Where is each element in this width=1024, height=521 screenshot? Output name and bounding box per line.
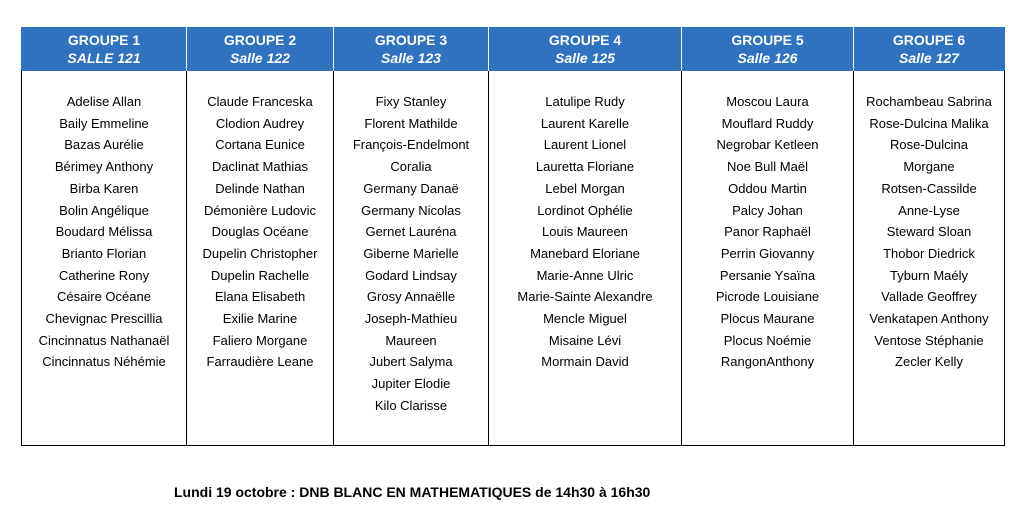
student-name: Panor Raphaël <box>724 224 811 240</box>
student-name: Germany Danaë <box>363 180 459 196</box>
student-name: Birba Karen <box>69 180 139 196</box>
student-name: Kilo Clarisse <box>374 397 448 413</box>
student-name: Moscou Laura <box>726 94 809 109</box>
student-name: Godard Lindsay <box>365 267 457 283</box>
group-5-title: GROUPE 5 <box>731 32 804 48</box>
student-name: RangonAnthony <box>720 354 815 370</box>
group-5-room: Salle 126 <box>737 50 798 66</box>
group-4-header <box>489 27 682 71</box>
student-name: Rose-Dulcina Malika <box>869 115 989 131</box>
student-name: Perrin Giovanny <box>720 245 815 261</box>
student-name: Palcy Johan <box>732 202 803 218</box>
student-name: Jupiter Elodie <box>371 376 451 392</box>
group-2-header <box>187 27 334 71</box>
group-3-room: Salle 123 <box>381 50 441 66</box>
student-name: Misaine Lévi <box>548 332 622 348</box>
student-name: Douglas Océane <box>211 224 309 240</box>
student-name: Rochambeau Sabrina <box>866 94 992 109</box>
student-name: Cincinnatus Nathanaël <box>38 332 170 348</box>
student-name: Bazas Aurélie <box>64 137 144 153</box>
student-name: Florent Mathilde <box>364 115 458 131</box>
student-name: Mormain David <box>541 354 629 370</box>
student-name: Adelise Allan <box>66 94 142 109</box>
student-name: Dupelin Rachelle <box>210 267 310 283</box>
student-name: Morgane <box>903 159 955 175</box>
students-row <box>22 71 1005 446</box>
group-4-room: Salle 125 <box>555 50 615 66</box>
student-name: Picrode Louisiane <box>715 289 820 305</box>
student-name: Noe Bull Maël <box>727 159 808 175</box>
group-2-cell <box>187 71 334 446</box>
student-name: Jubert Salyma <box>369 354 453 370</box>
student-name: Exilie Marine <box>222 311 298 327</box>
student-name: Coralia <box>390 159 432 175</box>
student-name: Cortana Eunice <box>215 137 305 153</box>
groups-table <box>21 27 1005 446</box>
student-name: Plocus Maurane <box>720 311 815 327</box>
group-3-header <box>334 27 489 71</box>
student-name: Zecler Kelly <box>895 354 963 370</box>
student-name: Louis Maureen <box>542 224 628 240</box>
student-name: Negrobar Ketleen <box>716 137 819 153</box>
student-name: Germany Nicolas <box>361 202 461 218</box>
student-name: Giberne Marielle <box>363 245 459 261</box>
group-2-room: Salle 122 <box>230 50 290 66</box>
group-5-student-list <box>682 71 853 373</box>
student-name: Manebard Eloriane <box>530 245 640 261</box>
student-name: Césaire Océane <box>57 289 151 305</box>
student-name: Lordinot Ophélie <box>537 202 633 218</box>
student-name: Daclinat Mathias <box>211 159 309 175</box>
group-6-room: Salle 127 <box>899 50 959 66</box>
student-name: Mouflard Ruddy <box>721 115 814 131</box>
student-name: Démonière Ludovic <box>203 202 316 218</box>
student-name: Chevignac Prescillia <box>45 311 163 327</box>
group-6-student-list <box>854 71 1004 373</box>
student-name: Lauretta Floriane <box>535 159 635 175</box>
group-5-header <box>682 27 854 71</box>
exam-schedule-note: Lundi 19 octobre : DNB BLANC EN MATHEMATIQUES de 14h30 à 16h30 <box>174 484 651 500</box>
student-name: Tyburn Maély <box>889 267 969 283</box>
header-row <box>22 27 1005 71</box>
group-1-student-list <box>22 71 186 373</box>
group-4-title: GROUPE 4 <box>548 32 622 48</box>
group-6-title: GROUPE 6 <box>892 32 966 48</box>
group-5-cell <box>682 71 854 446</box>
student-name: Joseph-Mathieu <box>364 311 458 327</box>
student-name: Lebel Morgan <box>545 180 625 196</box>
student-name: Clodion Audrey <box>215 115 305 131</box>
student-name: Persanie Ysaïna <box>719 267 816 283</box>
student-name: Maureen <box>385 332 437 348</box>
student-name: Rotsen-Cassilde <box>881 180 977 196</box>
student-name: Oddou Martin <box>728 180 807 196</box>
student-name: Grosy Annaëlle <box>366 289 456 305</box>
group-4-cell <box>489 71 682 446</box>
student-name: Laurent Lionel <box>543 137 627 153</box>
group-1-header <box>22 27 187 71</box>
student-name: Faliero Morgane <box>212 332 308 348</box>
group-2-title: GROUPE 2 <box>223 32 297 48</box>
student-name: Marie-Anne Ulric <box>536 267 634 283</box>
student-name: Anne-Lyse <box>898 202 960 218</box>
student-name: Venkatapen Anthony <box>869 311 989 327</box>
student-name: Catherine Rony <box>58 267 150 283</box>
student-name: Claude Franceska <box>207 94 313 109</box>
student-name: François-Endelmont <box>352 137 470 153</box>
student-name: Plocus Noémie <box>723 332 812 348</box>
student-name: Vallade Geoffrey <box>881 289 977 305</box>
student-name: Gernet Lauréna <box>365 224 457 240</box>
student-name: Delinde Nathan <box>215 180 305 196</box>
group-1-title: GROUPE 1 <box>67 32 141 48</box>
group-6-header <box>854 27 1005 71</box>
student-name: Laurent Karelle <box>540 115 630 131</box>
student-name: Baily Emmeline <box>59 115 149 131</box>
student-name: Bolin Angélique <box>59 202 149 218</box>
student-name: Marie-Sainte Alexandre <box>517 289 653 305</box>
group-3-cell <box>334 71 489 446</box>
student-name: Rose-Dulcina <box>889 137 969 153</box>
student-name: Bérimey Anthony <box>54 159 154 175</box>
student-name: Boudard Mélissa <box>55 224 153 240</box>
student-name: Farraudière Leane <box>206 354 314 370</box>
group-1-room: SALLE 121 <box>67 50 141 66</box>
student-name: Fixy Stanley <box>375 94 447 109</box>
student-name: Dupelin Christopher <box>202 245 318 261</box>
student-name: Latulipe Rudy <box>545 94 625 109</box>
student-name: Steward Sloan <box>886 224 972 240</box>
group-4-student-list <box>489 71 681 373</box>
student-name: Ventose Stéphanie <box>874 332 984 348</box>
student-name: Cincinnatus Néhémie <box>42 354 166 370</box>
group-3-title: GROUPE 3 <box>374 32 448 48</box>
group-2-student-list <box>187 71 333 373</box>
student-name: Thobor Diedrick <box>883 245 975 261</box>
student-name: Mencle Miguel <box>543 311 627 327</box>
student-name: Elana Elisabeth <box>214 289 306 305</box>
group-1-cell <box>22 71 187 446</box>
group-3-student-list <box>334 71 488 417</box>
group-6-cell <box>854 71 1005 446</box>
student-name: Brianto Florian <box>61 245 147 261</box>
